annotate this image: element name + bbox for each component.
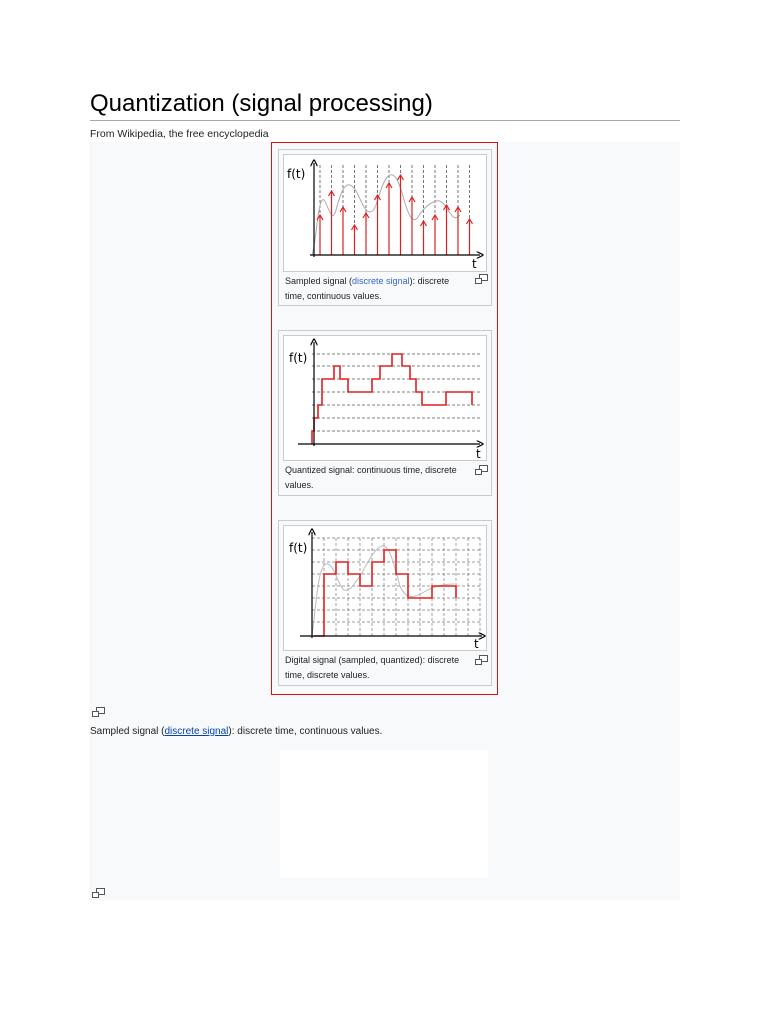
- caption-text: ): discrete time, continuous values.: [228, 726, 383, 737]
- figure-quantized: [278, 330, 492, 496]
- discrete-signal-link[interactable]: discrete signal: [164, 726, 229, 737]
- figure-caption: Quantized signal: continuous time, discrete values.: [285, 465, 457, 490]
- caption-text: Sampled signal (: [90, 726, 165, 737]
- figure-digital: [278, 520, 492, 686]
- y-axis-label: f(t): [287, 167, 306, 181]
- page-title: Quantization (signal processing): [90, 88, 680, 121]
- caption-text: Sampled signal (: [285, 276, 353, 286]
- magnify-clip-icon[interactable]: [92, 888, 105, 898]
- figure-caption: [285, 274, 471, 304]
- figure-image-quantized[interactable]: [283, 335, 487, 461]
- figure-sampled: [278, 149, 492, 306]
- caption-text: ): discrete time, continuous values.: [285, 276, 450, 301]
- image-placeholder: [280, 750, 488, 878]
- figure-caption: Digital signal (sampled, quantized): discrete time, discrete values.: [285, 655, 460, 680]
- y-axis-label: f(t): [289, 351, 308, 365]
- y-axis-label: f(t): [289, 541, 308, 555]
- tagline: From Wikipedia, the free encyclopedia: [90, 128, 269, 140]
- magnify-clip-icon[interactable]: [475, 655, 488, 665]
- magnify-clip-icon[interactable]: [475, 274, 488, 284]
- x-axis-label: t: [476, 447, 481, 460]
- magnify-clip-icon[interactable]: [92, 707, 105, 717]
- discrete-signal-link[interactable]: discrete signal: [352, 276, 410, 286]
- magnify-clip-icon[interactable]: [475, 465, 488, 475]
- x-axis-label: t: [474, 637, 479, 650]
- figure-image-digital[interactable]: [283, 525, 487, 651]
- sampled-signal-caption: [90, 726, 382, 737]
- figure-image-sampled[interactable]: [283, 154, 487, 272]
- x-axis-label: t: [472, 257, 477, 271]
